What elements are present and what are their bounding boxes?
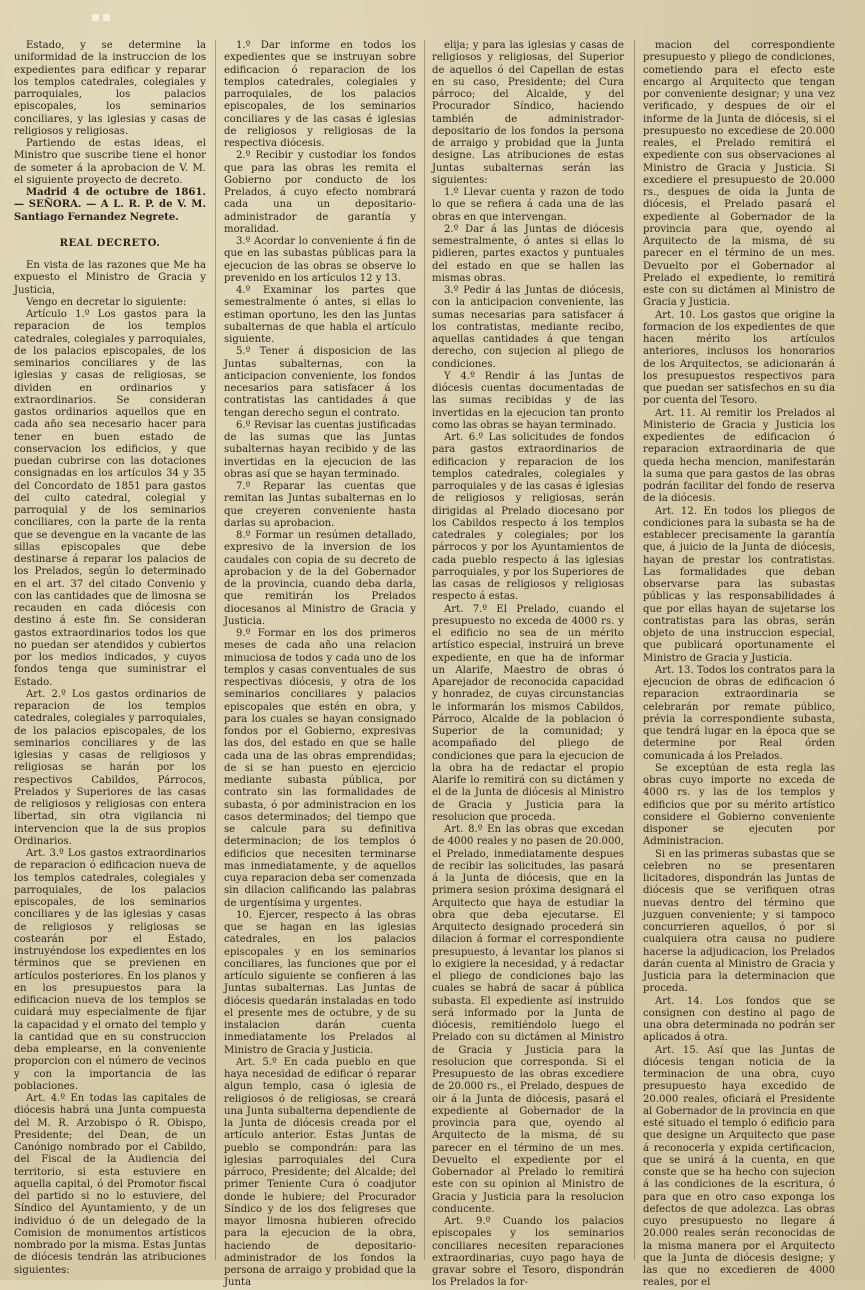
- paragraph: Madrid 4 de octubre de 1861. — SEÑORA. — A L. R. P. de V. M. Santiago Fernandez Negrete.: [14, 187, 206, 223]
- paragraph: Art. 12. En todos los pliegos de condiciones para la subasta se ha de establecer precisamente la garantía que, á juicio de la Junta de diócesis, hayan de prestar los contratistas. Las formalidades que deban observarse para las subastas públicas y las responsabilidades á que por ellas hayan de sujetarse los contratistas para las obras, serán objeto de una instruccion especial, que publicará oportunamente el Ministro de Gracia y Justicia.: [643, 505, 835, 664]
- text-column-4: [643, 40, 835, 1289]
- paragraph: Si en las primeras subastas que se celebren no se presentaren licitadores, dispondrán las Juntas de diócesis que se verifiquen otras nuevas dentro del término que juzguen conveniente; y si tampoco concurrieren aquellos, ó por si cualquiera otra causa no pudiere hacerse la adjudicacion, los Prelados darán cuenta al Ministro de Gracia y Justicia para la determinacion que proceda.: [643, 848, 835, 995]
- paragraph: macion del correspondiente presupuesto y pliego de condiciones, cometiendo para el efecto este encargo al Arquitecto que tengan por conveniente designar; y una vez verificado, y despues de oir el informe de la Junta de diócesis, si el presupuesto no excediese de 20.000 reales, el Prelado remitirá el expediente con sus observaciones al Ministro de Gracia y Justicia. Si excediere el presupuesto de 20.000 rs., despues de oida la Junta de diócesis, el Prelado pasará el expediente al Gobernador de la provincia para que, oyendo al Arquitecto de la misma, dé su parecer en el término de un mes. Devuelto por el Gobernador al Prelado el expediente, lo remitirá este con su dictámen al Ministro de Gracia y Justicia.: [643, 40, 835, 309]
- paragraph: 8.º Formar un resúmen detallado, expresivo de la inversion de los caudales con copia de su decreto de aprobacion y de la del Gobernador de la provincia, cuando deba darla, que remitirán los Prelados diocesanos al Ministro de Gracia y Justicia.: [224, 530, 416, 627]
- paragraph: Art. 6.º Las solicitudes de fondos para gastos extraordinarios de edificacion y reparacion de los templos catedrales, colegiales y parroquiales y de las casas é iglesias de religiosos y religiosas, serán dirigidas al Prelado diocesano por los Cabildos respecto á los templos catedrales y colegiales; por los párrocos y por los Ayuntamientos de cada pueblo respecto á las iglesias parroquiales, y por los Superiores de las casas de religiosos y religiosas respecto á estas.: [432, 432, 624, 603]
- text-column-1: [14, 40, 206, 1276]
- paragraph: Art. 13. Todos los contratos para la ejecucion de obras de edificacion ó reparacion extraordinaria se celebrarán por remate público, prévia la correspondiente subasta, que tendrá lugar en la época que se determine por Real órden comunicada á los Prelados.: [643, 664, 835, 762]
- column-rule: [215, 40, 216, 1260]
- text-column-3: [432, 40, 624, 1289]
- paragraph: 4.º Examinar los partes que semestralmente ó antes, si ellas lo estiman oportuno, les den las Juntas subalternas de que habla el artículo siguiente.: [224, 285, 416, 345]
- paragraph: Art. 14. Los fondos que se consignen con destino al pago de una obra determinada no podrán ser aplicados á otra.: [643, 995, 835, 1044]
- paragraph: 6.º Revisar las cuentas justificadas de las sumas que las Juntas subalternas hayan recibido y de las invertidas en la ejecucion de las obras así que se hayan terminado.: [224, 419, 416, 480]
- paragraph: Art. 11. Al remitir los Prelados al Ministerio de Gracia y Justicia los expedientes de edificacion ó reparacion extraordinaria de que queda hecha mencion, manifestarán la suma que para gastos de las obras podrán facilitar del fondo de reserva de la diócesis.: [643, 407, 835, 505]
- paragraph: 1.º Dar informe en todos los expedientes que se instruyan sobre edificacion ó reparacion de los templos catedrales, colegiales y parroquiales, de los palacios episcopales, de los seminarios conciliares y de las casas é iglesias de religiosos y religiosas de la respectiva diócesis.: [224, 40, 416, 149]
- paragraph: 1.º Llevar cuenta y razon de todo lo que se refiera á cada una de las obras en que intervengan.: [432, 187, 624, 223]
- paragraph: Art. 3.º Los gastos extraordinarios de reparacion ó edificacion nueva de los templos catedrales, colegiales y parroquiales, de los palacios episcopales, de los seminarios conciliares y de las iglesias y casas de religiosos y religiosas se costearán por el Estado, instruyéndose los expedientes en los términos que se previenen en artículos posteriores. En los planos y en los presupuestos para la edificacion nueva de los templos se cuidará muy especialmente de fijar la capacidad y el ornato del templo y la cantidad que en su construccion deba emplearse, en la conveniente proporcion con el número de vecinos y con la importancia de las poblaciones.: [14, 848, 206, 1092]
- paragraph: 3.º Acordar lo conveniente á fin de que en las subastas públicas para la ejecucion de las obras se observe lo prevenido en los artículos 12 y 13.: [224, 236, 416, 284]
- paragraph: En vista de las razones que Me ha expuesto el Ministro de Gracia y Justicia,: [14, 260, 206, 296]
- paragraph: Art. 10. Los gastos que origine la formacion de los expedientes de que hacen mérito los artículos anteriores, inclusos los honorarios de los Arquitectos, se adicionarán á los presupuestos respectivos para que puedan ser satisfechos en su dia por cuenta del Tesoro.: [643, 309, 835, 407]
- paragraph: 3.º Pedir á las Juntas de diócesis, con la anticipacion conveniente, las sumas necesarias para satisfacer á los contratistas, mediante recibo, aquellas cantidades á que tengan derecho, con sujecion al pliego de condiciones.: [432, 285, 624, 370]
- paragraph: 10. Ejercer, respecto á las obras que se hagan en las iglesias catedrales, en los palacios episcopales y en los seminarios conciliares, las funciones que por el artículo siguiente se confieren á las Juntas subalternas. Las Juntas de diócesis quedarán instaladas en todo el presente mes de octubre, y de su instalacion darán cuenta inmediatamente los Prelados al Ministro de Gracia y Justicia.: [224, 909, 416, 1056]
- paragraph: Vengo en decretar lo siguiente:: [26, 296, 187, 308]
- paragraph: Se exceptúan de esta regla las obras cuyo importe no exceda de 4000 rs. y las de los templos y edificios que por su mérito artístico considere el Gobierno conveniente disponer se ejecuten por Administracion.: [643, 762, 835, 848]
- text-column-2: [224, 40, 416, 1289]
- paragraph: Art. 15. Así que las Juntas de diócesis tengan noticia de la terminacion de una obra, cuyo presupuesto haya excedido de 20.000 reales, oficiará el Presidente al Gobernador de la provincia en que esté situado el templo ó edificio para que designe un Arquitecto que pase á reconocerla y expida certificacion, que se unirá á la cuenta, en que conste que se ha hecho con sujecion á las condiciones de la escritura, ó para que en otro caso exponga los defectos de que adolezca. Las obras cuyo presupuesto no llegare á 20.000 reales serán reconocidas de la misma manera por el Arquitecto que la Junta de diócesis designe; y las que no excedieren de 4000 reales, por el: [643, 1044, 835, 1289]
- paragraph: 2.º Dar á las Juntas de diócesis semestralmente, ó antes si ellas lo pidieren, partes exactos y puntuales del estado en que se hallen las mismas obras.: [432, 223, 624, 284]
- paragraph: Partiendo de estas ideas, el Ministro que suscribe tiene el honor de someter á la aprobacion de V. M. el siguiente proyecto de decreto.: [14, 138, 206, 186]
- paragraph: Estado, y se determine la uniformidad de la instruccion de los expedientes para edificar y reparar los templos catedrales, colegiales y parroquiales, los palacios episcopales, los seminarios conciliares, y las iglesias y casas de religiosos y religiosas.: [14, 40, 206, 137]
- paragraph: elija; y para las iglesias y casas de religiosos y religiosas, del Superior de aquellos ó del Capellan de estas en su caso, Presidente; del Cura párroco; del Alcalde, y del Procurador Síndico, haciendo también de administrador-depositario de los fondos la persona de arraigo y probidad que la Junta designe. Las atribuciones de estas Juntas subalternas serán las siguientes:: [432, 40, 624, 186]
- decree-heading: REAL DECRETO.: [59, 237, 161, 249]
- paragraph: Art. 5.º En cada pueblo en que haya necesidad de edificar ó reparar algun templo, casa ó iglesia de religiosos ó de religiosas, se creará una Junta subalterna dependiente de la Junta de diócesis creada por el artículo anterior. Estas Juntas de pueblo se compondrán: para las iglesias parroquiales del Cura párroco, Presidente; del Alcalde; del primer Teniente Cura ó coadjutor donde le hubiere; del Procurador Síndico y de los dos feligreses que mayor limosna hubieren ofrecido para la ejecucion de la obra, haciendo de depositario-administrador de los fondos la persona de arraigo y probidad que la Junta: [224, 1056, 416, 1289]
- paragraph: Artículo 1.º Los gastos para la reparacion de los templos catedrales, colegiales y parroquiales, de los palacios episcopales, de los seminarios conciliares y de las iglesias y casas de religiosas, se dividen en ordinarios y extraordinarios. Se consideran gastos ordinarios aquellos que en cada año sea necesario hacer para tener en buen estado de conservacion los edificios, y que puedan cubrirse con las dotaciones consignadas en los artículos 34 y 35 del Concordato de 1851 para gastos del culto catedral, colegial y parroquial y de los seminarios conciliares, con la parte de la renta que se devengue en la vacante de las sillas episcopales que debe destinarse á reparar los palacios de los Prelados, según lo determinado en el art. 37 del citado Convenio y con las cantidades que de limosna se recauden en cada diócesis con destino á este fin. Se consideran gastos extraordinarios todos los que no puedan ser atendidos y cubiertos por los medios indicados, y cuyos fondos tenga que suministrar el Estado.: [14, 309, 206, 688]
- paragraph: Art. 2.º Los gastos ordinarios de reparacion de los templos catedrales, colegiales y parroquiales, de los palacios episcopales, de los seminarios conciliares y de las iglesias y casas de religiosos y religiosas se harán por los respectivos Cabildos, Párrocos, Prelados y Superiores de las casas de religiosos y religiosas con entera libertad, sin otra vigilancia ni intervencion que la de sus propios Ordinarios.: [14, 688, 206, 847]
- paragraph: 2.º Recibir y custodiar los fondos que para las obras les remita el Gobierno por conducto de los Prelados, á cuyo efecto nombrará cada una un depositario-administrador de garantía y moralidad.: [224, 150, 416, 235]
- paragraph: Art. 4.º En todas las capitales de diócesis habrá una Junta compuesta del M. R. Arzobispo ó R. Obispo, Presidente; del Dean, de un Canónigo nombrado por el Cabildo, del Fiscal de la Audiencia del territorio, si esta estuviere en aquella capital, ó del Promotor fiscal del partido si no lo estuviere, del Síndico del Ayuntamiento, y de un individuo ó de un delegado de la Comision de monumentos artísticos nombrado por la misma. Estas Juntas de diócesis tendrán las atribuciones siguientes:: [14, 1093, 206, 1276]
- corner-mark: [92, 14, 110, 22]
- paragraph: 9.º Formar en los dos primeros meses de cada año una relacion minuciosa de todos y cada uno de los templos y casas conventuales de sus respectivas diócesis, y otra de los seminarios conciliares y palacios episcopales que estén en obra, y para los cuales se hayan consignado fondos por el Gobierno, expresivas las dos, del estado en que se halle cada una de las obras emprendidas; de si se han puesto en ejercicio mediante subasta pública, por contrato sin las formalidades de subasta, ó por administracion en los casos determinados; del tiempo que se calcule para su definitiva determinacion; de los templos ó edificios que necesiten terminarse mas inmediatamente, y de aquellos cuya reparacion deba ser comenzada sin dilacion calificando las palabras de urgentísima y urgentes.: [224, 628, 416, 909]
- paragraph: 7.º Reparar las cuentas que remitan las Juntas subalternas en lo que creyeren conveniente hasta darlas su aprobacion.: [224, 481, 416, 529]
- paragraph: Art. 9.º Cuando los palacios episcopales y los seminarios conciliares necesiten reparaciones extraordinarias, cuyo pago haya de gravar sobre el Tesoro, dispondrán los Prelados la for-: [432, 1216, 624, 1289]
- column-rule: [634, 40, 635, 1260]
- paragraph: Art. 8.º En las obras que excedan de 4000 reales y no pasen de 20.000, el Prelado, inmediatamente despues de recibir las solicitudes, las pasará á la Junta de diócesis, que en la primera sesion próxima designará el Arquitecto que haya de estudiar la obra que deba ejecutarse. El Arquitecto designado procederá sin dilacion á formar el correspondiente presupuesto, á levantar los planos si lo exigiere la necesidad, y á redactar el pliego de condiciones bajo las cuales se habrá de sacar á pública subasta. El expediente así instruido será informado por la Junta de diócesis, remitiéndolo luego el Prelado con su dictámen al Ministro de Gracia y Justicia para la resolucion que corresponda. Si el Presupuesto de las obras excediere de 20.000 rs., el Prelado, despues de oir á la Junta de diócesis, pasará el expediente al Gobernador de la provincia para que, oyendo al Arquitecto de la misma, dé su parecer en el término de un mes. Devuelto el expediente por el Gobernador al Prelado lo remitirá este con su opinion al Ministro de Gracia y Justicia para la resolucion conducente.: [432, 824, 624, 1215]
- column-rule: [424, 40, 425, 1260]
- paragraph: Y 4.º Rendir á las Juntas de diócesis cuentas documentadas de las sumas recibidas y de las invertidas en la ejecucion tan pronto como las obras se hayan terminado.: [432, 370, 624, 431]
- paragraph: 5.º Tener á disposicion de las Juntas subalternas, con la anticipacion conveniente, los fondos necesarios para satisfacer á los contratistas las cantidades á que tengan derecho segun el contrato.: [224, 346, 416, 419]
- paragraph: Art. 7.º El Prelado, cuando el presupuesto no exceda de 4000 rs. y el edificio no sea de un mérito artístico especial, instruirá un breve expediente, en que ha de informar un Alarife, Maestro de obras ó Aparejador de reconocida capacidad y honradez, de cuyas circunstancias le informarán los mismos Cabildos, Párroco, Alcalde de la poblacion ó Superior de la comunidad; y acompañado del pliego de condiciones que para la ejecucion de la obra ha de redactar el propio Alarife lo remitirá con su dictámen y el de la Junta de diócesis al Ministro de Gracia y Justicia para la resolucion que proceda.: [432, 603, 624, 823]
